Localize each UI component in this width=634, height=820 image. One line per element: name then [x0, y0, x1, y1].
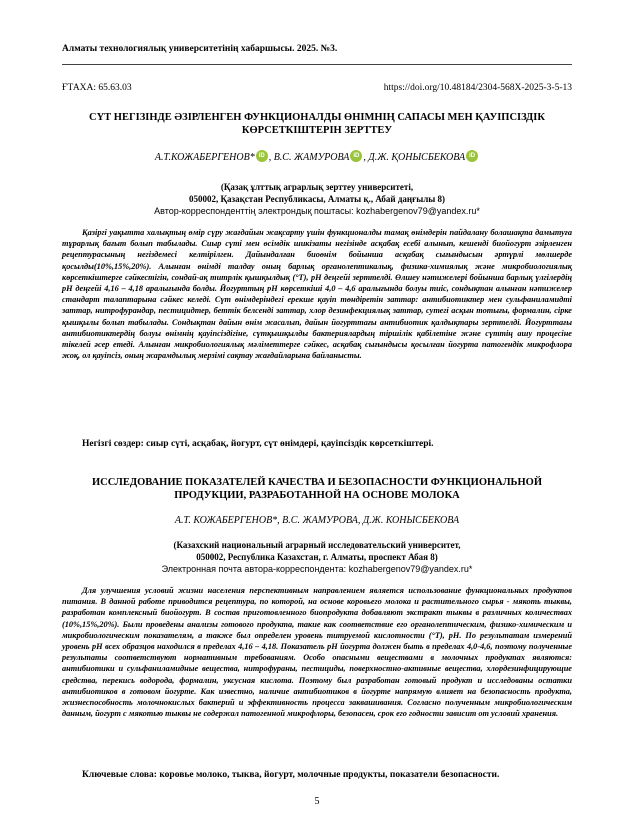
page-number: 5	[314, 796, 320, 807]
ru-email-line	[62, 563, 572, 575]
ru-authors: А.Т. КОЖАБЕРГЕНОВ*, В.С. ЖАМУРОВА, Д.Ж. КОНЫСБЕКОВА	[174, 515, 460, 526]
kz-email-line	[62, 205, 572, 217]
kz-affiliation-line-1: (Қазақ ұлттық аграрлық зерттеу университеті,	[220, 182, 414, 192]
orcid-icon[interactable]: iD	[256, 150, 268, 162]
journal-header: Алматы технологиялық университетінің хабаршысы. 2025. №3.	[62, 44, 338, 54]
kz-keywords	[62, 438, 572, 450]
kz-author-2: , В.С. ЖАМУРОВА	[268, 152, 350, 163]
ru-title: ИССЛЕДОВАНИЕ ПОКАЗАТЕЛЕЙ КАЧЕСТВА И БЕЗОПАСНОСТИ ФУНКЦИОНАЛЬНОЙ ПРОДУКЦИИ, РАЗРАБОТАННОЙ НА ОСНОВЕ МОЛОКА	[91, 477, 543, 501]
gtaxa-code: ҒТАХА: 65.63.03	[62, 83, 132, 93]
ru-affiliation-line-2: 050002, Республика Казахстан, г. Алматы, проспект Абая 8)	[196, 552, 438, 562]
ru-abstract: Для улучшения условий жизни населения перспективным направлением является использование функциональных продуктов питания. В данной работе приводится рецептура, по которой, на основе коровьего молока и растительного сырья - мякоть тыквы, разработан комплексный биойогурт. В состав приготовленного биопродукта добавляют экстракт тыквы в различных количествах (10%,15%,20%). Были проведены анализы готового продукта, такие как соответствие его органолептическим, физико-химическим и микробиологическим показателям, а также был определен уровень титруемой кислотности (°Т), рН. По результатам измерений уровень рН всех образцов находился в пределах 4,16 – 4,18. Показатель рН йогурта должен быть в пределах 4,0-4,6, поэтому полученные результаты соответствуют нормативным требованиям. Особо опасными веществами в молочных продуктах являются: антибиотики и сульфаниламидные вещества, нитрофураны, пестициды, поверхностно-активные вещества, хлордезинфицирующие средства, перекись водорода, формалин, уксусная кислота. Поэтому был разработан готовый продукт и исследованы остатки антибиотиков в готовом йогурте. Как известно, наличие антибиотиков в йогурте напрямую влияет на безопасность продукта, жизнеспособность молочнокислых бактерий и эффективность процесса заквашивания. Согласно полученным микробиологическим данным, йогурт с мякотью тыквы не содержал патогенной микрофлоры, безопасен, срок его годности зависит от условий хранения.	[62, 586, 572, 719]
kz-email-label: Автор-корреспонденттің электрондық поштасы:	[154, 206, 354, 216]
header-divider	[62, 64, 572, 65]
kz-author-3: , Д.Ж. ҚОНЫСБЕКОВА	[363, 152, 466, 163]
kz-keywords-text: сиыр сүті, асқабақ, йогурт, сүт өнімдері, қауіпсіздік көрсеткіштері.	[146, 439, 434, 449]
ru-email[interactable]: kozhabergenov79@yandex.ru*	[348, 564, 473, 574]
orcid-icon[interactable]: iD	[350, 150, 362, 162]
ru-keywords	[62, 769, 572, 781]
ru-keywords-label: Ключевые слова:	[82, 770, 157, 780]
kz-authors	[62, 150, 572, 163]
kz-title: СҮТ НЕГІЗІНДЕ ӘЗІРЛЕНГЕН ФУНКЦИОНАЛДЫ ӨНІМНІҢ САПАСЫ МЕН ҚАУІПСІЗДІК КӨРСЕТКІШТЕРІН ЗЕРТТЕУ	[89, 112, 545, 136]
ru-keywords-text: коровье молоко, тыква, йогурт, молочные продукты, показатели безопасности.	[159, 770, 500, 780]
ru-affiliation-line-1: (Казахский национальный аграрный исследовательский университет,	[173, 540, 461, 550]
kz-abstract: Қазіргі уақытта халықтың өмір сүру жағдайын жақсарту үшін функционалды тамақ өнімдерін пайдалану болашақта дамытуға тұрарлық бағыт болып табылады. Сиыр сүті мен өсімдік шикізаты негізінде асқабақ есебі алынып, кешенді биойогурт әзірленген рецептурасының негіздемесі келтірілген. Дайындалған биоөнім бойынша асқабақ сығындысын әртүрлі мөлшерде қосылды(10%,15%,20%). Алынған өнімді талдау оның барлық органолептикалық, физика-химиялық және микробиологиялық көрсеткіштерге сәйкестігін, сондай-ақ титрлік қышқылдық (°Т), рН деңгейі зерттелді. Өлшеу нәтижелері бойынша барлық үлгілердің рН деңгейі 4,16 – 4,18 аралығында болды. Йогурттың рН көрсеткіші 4,0 – 4,6 аралығында болуы тиіс, сондықтан алынған нәтижелер стандарт талаптарына сәйкес келеді. Сүт өнімдеріндегі ерекше қауіп төндіретін заттар: антибиотиктер мен сульфаниламидті заттар, нитрофурандар, пестицидтер, беттік белсенді заттар, хлор дезинфекциялық заттар, сутегі асқын тотығы, формалин, сірке қышқылы болып табылады. Сондықтан дайын өнім жасалып, дайын йогурттағы антибиотик қалдықтары зерттелді. Йогурттағы антибиотиктердің болуы өнімнің қауіпсіздігіне, сүтқышқылды бактериялардың тіршілік қабілетіне және сүттің ашу процесіне тікелей әсер етеді. Алынған микробиологиялық мәліметтерге сәйкес, асқабақ сығындысы қосылған йогурта патогендік микрофлора жоқ, ол қауіпсіз, оның жарамдылық мерзімі сақтау жағдайларына байланысты.	[62, 228, 572, 361]
ru-email-label: Электронная почта автора-корреспондента:	[161, 564, 347, 574]
kz-email[interactable]: kozhabergenov79@yandex.ru*	[356, 206, 480, 216]
orcid-icon[interactable]: iD	[466, 150, 478, 162]
kz-author-1: А.Т.КОЖАБЕРГЕНОВ*	[154, 152, 255, 163]
kz-affiliation-line-2: 050002, Қазақстан Республикасы, Алматы қ., Абай даңғылы 8)	[188, 194, 446, 204]
kz-keywords-label: Негізгі сөздер:	[82, 439, 144, 449]
doi-link[interactable]: https://doi.org/10.48184/2304-568X-2025-3-5-13	[383, 83, 572, 93]
